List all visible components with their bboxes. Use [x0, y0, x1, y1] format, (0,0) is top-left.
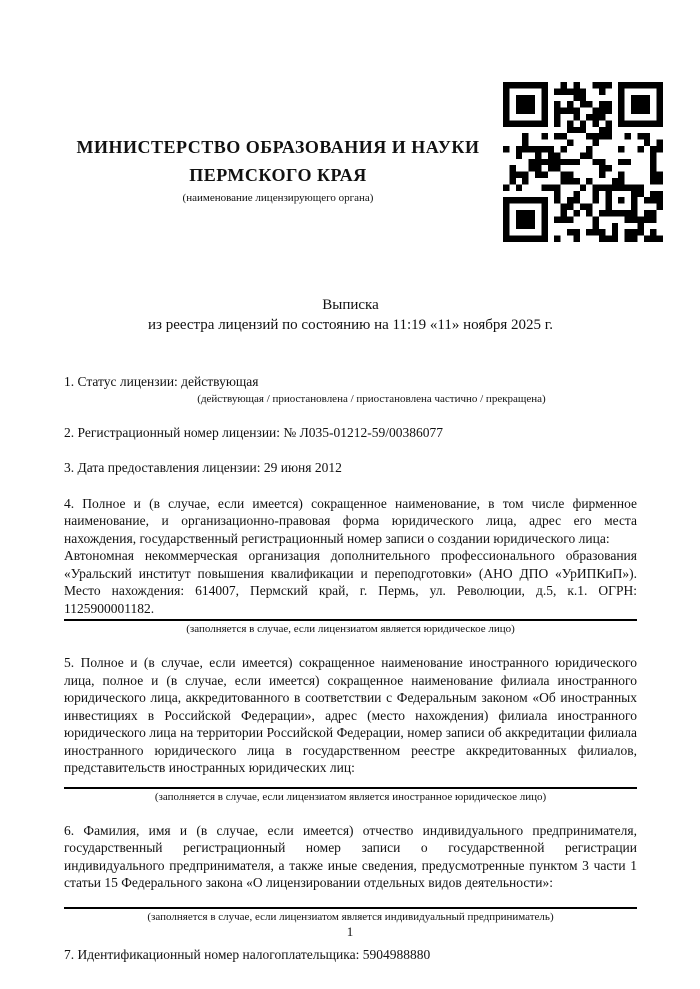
- section-license-date: [64, 459, 637, 477]
- ministry-name-line2: ПЕРМСКОГО КРАЯ: [189, 165, 367, 185]
- section-license-status: [64, 373, 637, 406]
- document-title-line1: Выписка: [322, 297, 379, 313]
- licensing-authority-header: [64, 133, 492, 205]
- ministry-name-line1: МИНИСТЕРСТВО ОБРАЗОВАНИЯ И НАУКИ: [76, 137, 480, 157]
- document-title-line2: из реестра лицензий по состоянию на 11:19 «11» ноября 2025 г.: [148, 317, 553, 333]
- page-number: 1: [346, 924, 354, 939]
- legal-entity-description: 4. Полное и (в случае, если имеется) сокращенное наименование, в том числе фирменное наименование, и организационно-правовая форма юридического лица, адрес его места нахождения, государственный регистрационный номер записи о создании юридического лица:: [64, 495, 637, 546]
- license-date-text: 3. Дата предоставления лицензии: 29 июня 2012: [64, 460, 342, 475]
- individual-entrepreneur-description: 6. Фамилия, имя и (в случае, если имеется) отчество индивидуального предпринимателя, государственный регистрационный номер записи о государственной регистрации индивидуального предпринимателя, а также иные сведения, предусмотренные пунктом 3 части 1 статьи 15 Федерального закона «О лицензировании отдельных видов деятельности»:: [64, 822, 637, 890]
- section-taxpayer-number: [64, 946, 637, 964]
- foreign-entity-description: 5. Полное и (в случае, если имеется) сокращенное наименование иностранного юридического лица, полное и (в случае, если имеется) сокращенное наименование филиала иностранного юридического лица, аккредитованного в соответствии с Федеральным законом «Об иностранных инвестициях в Российской Федерации», адрес (место нахождения) филиала иностранного юридического лица на территории Российской Федерации, номер записи об аккредитации филиала иностранного юридического лица в государственном реестре аккредитованных филиалов, представительств иностранных юридических лиц:: [64, 655, 637, 775]
- legal-entity-value: Автономная некоммерческая организация дополнительного профессионального образования «Уральский институт повышения квалификации и переподготовки» (АНО ДПО «УрИПКиП»). Место нахождения: 614007, Пермский край, г. Пермь, ул. Революции, д.5, к.1. ОГРН: 1125900001182.: [64, 548, 637, 616]
- individual-entrepreneur-rule: [64, 907, 637, 909]
- section-legal-entity: [64, 495, 637, 637]
- qr-code: [503, 82, 663, 242]
- ministry-caption: (наименование лицензирующего органа): [182, 192, 374, 204]
- legal-entity-rule: [64, 619, 637, 621]
- foreign-entity-rule: [64, 787, 637, 789]
- legal-entity-caption: (заполняется в случае, если лицензиатом является юридическое лицо): [186, 623, 515, 635]
- section-individual-entrepreneur: [64, 822, 637, 924]
- document-body: [64, 296, 637, 963]
- foreign-entity-caption: (заполняется в случае, если лицензиатом является иностранное юридическое лицо): [154, 790, 547, 803]
- taxpayer-number-text: 7. Идентификационный номер налогоплательщика: 5904988880: [64, 946, 431, 962]
- section-registration-number: [64, 424, 637, 442]
- section-foreign-entity: [64, 654, 637, 804]
- individual-entrepreneur-caption: (заполняется в случае, если лицензиатом является индивидуальный предприниматель): [147, 910, 554, 923]
- document-title: [64, 296, 637, 335]
- license-status-text: 1. Статус лицензии: действующая: [64, 374, 259, 389]
- registration-number-text: 2. Регистрационный номер лицензии: № Л035-01212-59/00386077: [64, 424, 444, 440]
- license-status-options-caption: (действующая / приостановлена / приостановлена частично / прекращена): [197, 392, 546, 405]
